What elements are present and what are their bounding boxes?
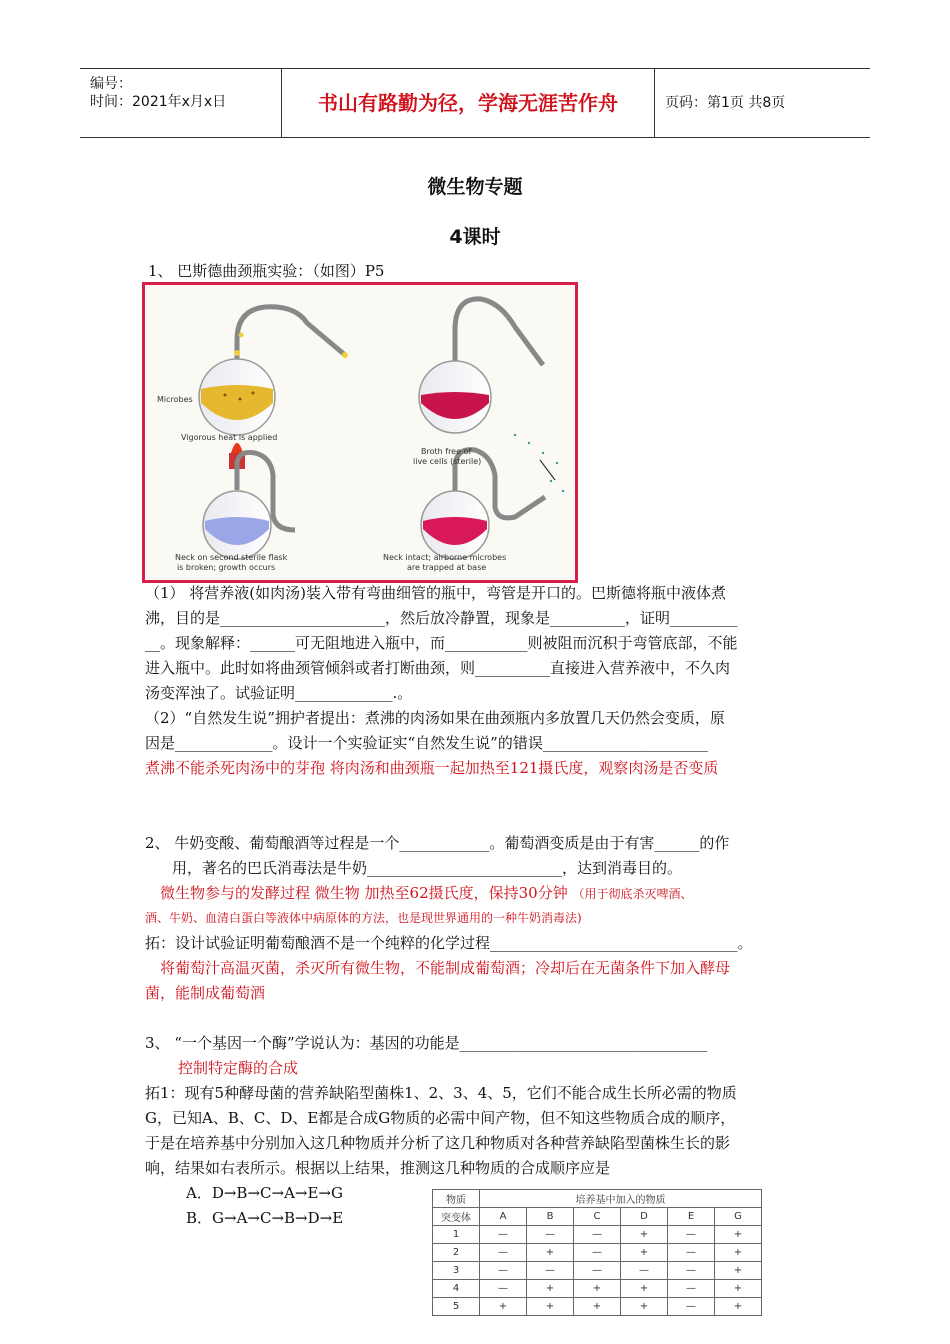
table-cell: + (527, 1298, 574, 1316)
table-cell: — (668, 1244, 715, 1262)
table-cell: — (480, 1244, 527, 1262)
label-neck-intact: Neck intact; airborne microbes (383, 553, 507, 562)
doc-number-label: 编号： (90, 76, 132, 92)
q3-line1: 3、 “一个基因一个酶”学说认为：基因的功能是_________________________________ (145, 1034, 708, 1052)
q2-line2: 用，著名的巴氏消毒法是牛奶__________________________，达到消毒目的。 (172, 859, 683, 877)
q3-ext-line4: 响，结果如右表所示。根据以上结果，推测这几种物质的合成顺序应是 (145, 1159, 611, 1177)
col-d: D (621, 1208, 668, 1226)
label-neck-broken: Neck on second sterile flask (175, 553, 288, 562)
table-cell: — (668, 1262, 715, 1280)
table-row (433, 1262, 762, 1280)
header-meta (80, 69, 280, 137)
col-c: C (574, 1208, 621, 1226)
row-id: 5 (433, 1298, 480, 1316)
page-header (80, 68, 870, 138)
q1-p1-line3: __。现象解释：______可无阻地进入瓶中，而___________则被阻而沉积于弯管底部，不能 (145, 634, 738, 652)
table-cell: + (621, 1280, 668, 1298)
table-cell: + (715, 1298, 762, 1316)
table-row (433, 1298, 762, 1316)
q1-p1-line4: 进入瓶中。此时如将曲颈管倾斜或者打断曲颈，则__________直接进入营养液中，不久肉 (145, 659, 731, 677)
table-cell: + (621, 1244, 668, 1262)
q1-answer: 煮沸不能杀死肉汤中的芽孢 将肉汤和曲颈瓶一起加热至121摄氏度，观察肉汤是否变质 (145, 759, 719, 777)
table-cell: — (668, 1298, 715, 1316)
row-id: 3 (433, 1262, 480, 1280)
doc-subtitle: 4课时 (449, 226, 501, 248)
page-counter: 页码：第1页 共8页 (665, 95, 786, 111)
q1-heading: 1、 巴斯德曲颈瓶实验：（如图）P5 (148, 262, 385, 280)
q1-p2-line1: （2）“自然发生说”拥护者提出：煮沸的肉汤如果在曲颈瓶内多放置几天仍然会变质，原 (145, 709, 725, 727)
table-cell: + (527, 1280, 574, 1298)
q2-line1: 2、 牛奶变酸、葡萄酿酒等过程是一个____________。葡萄酒变质是由于有害______的作 (145, 834, 730, 852)
table-cell: + (715, 1244, 762, 1262)
table-cell: — (527, 1262, 574, 1280)
table-cell: — (480, 1280, 527, 1298)
table-cell: — (527, 1226, 574, 1244)
label-broth: Broth free of (421, 447, 472, 456)
q2-answer-1 (160, 881, 693, 907)
table-corner-top: 物质 (433, 1190, 480, 1208)
q3-ext-line1: 拓1：现有5种酵母菌的营养缺陷型菌株1、2、3、4、5，它们不能合成生长所必需的物质 (145, 1084, 737, 1102)
row-id: 1 (433, 1226, 480, 1244)
table-cell: — (574, 1226, 621, 1244)
table-cell: — (480, 1262, 527, 1280)
q1-p1-line1: （1） 将营养液(如肉汤)装入带有弯曲细管的瓶中，弯管是开口的。巴斯德将瓶中液体煮 (145, 584, 727, 602)
table-cell: + (621, 1226, 668, 1244)
q3-option-b: B．G→A→C→B→D→E (186, 1209, 344, 1227)
row-id: 4 (433, 1280, 480, 1298)
q3-ext-line3: 于是在培养基中分别加入这几种物质并分析了这几种物质对各种营养缺陷型菌株生长的影 (145, 1134, 731, 1152)
table-cell: + (527, 1244, 574, 1262)
table-cell: + (715, 1262, 762, 1280)
q1-p1-line2: 沸，目的是______________________，然后放冷静置，现象是__________，证明_________ (145, 609, 738, 627)
doc-title: 微生物专题 (427, 176, 523, 198)
table-cell: + (715, 1226, 762, 1244)
table-row (433, 1280, 762, 1298)
table-cell: — (668, 1280, 715, 1298)
q2-extension: 拓：设计试验证明葡萄酿酒不是一个纯粹的化学过程_________________________________。 (145, 934, 753, 952)
doc-date: 时间：2021年x月x日 (90, 94, 227, 110)
label-neck-broken-2: is broken; growth occurs (177, 563, 276, 572)
table-row (433, 1244, 762, 1262)
label-neck-intact-2: are trapped at base (407, 563, 487, 572)
table-cell: + (480, 1298, 527, 1316)
label-broth-2: live cells (sterile) (413, 457, 482, 466)
table-cell: + (621, 1298, 668, 1316)
q2-answer-note: （用于彻底杀灭啤酒、 (572, 887, 693, 901)
table-corner-bottom: 突变体 (433, 1208, 480, 1226)
table-header-row (433, 1190, 762, 1208)
q3-ext-line2: G，已知A、B、C、D、E都是合成G物质的必需中间产物，但不知这些物质合成的顺序， (145, 1109, 736, 1127)
table-cell: — (621, 1262, 668, 1280)
q2-extension-answer-1: 将葡萄汁高温灭菌，杀灭所有微生物，不能制成葡萄酒；冷却后在无菌条件下加入酵母 (160, 959, 731, 977)
col-g: G (715, 1208, 762, 1226)
pasteur-flask-figure (142, 282, 578, 583)
table-cell: + (574, 1298, 621, 1316)
flask-sterile (419, 299, 543, 433)
flask-boiling (199, 307, 348, 469)
table-cell: — (574, 1262, 621, 1280)
table-cell: + (574, 1280, 621, 1298)
table-group-header: 培养基中加入的物质 (480, 1190, 762, 1208)
flask-broken-neck (203, 452, 295, 559)
q2-answer-main: 微生物参与的发酵过程 微生物 加热至62摄氏度，保持30分钟 (160, 884, 568, 902)
mutant-growth-table (432, 1189, 762, 1316)
table-row (433, 1226, 762, 1244)
header-motto: 书山有路勤为径，学海无涯苦作舟 (281, 69, 655, 137)
table-cell: — (480, 1226, 527, 1244)
table-cell: + (715, 1280, 762, 1298)
q1-p2-line2: 因是_____________。设计一个实验证实“自然发生说”的错误______________________ (145, 734, 708, 752)
col-e: E (668, 1208, 715, 1226)
q1-p1-line5: 汤变浑浊了。试验证明_____________.。 (145, 684, 413, 702)
label-heat: Vigorous heat is applied (181, 433, 278, 442)
col-a: A (480, 1208, 527, 1226)
q2-extension-answer-2: 菌，能制成葡萄酒 (145, 984, 266, 1002)
q2-answer-2: 酒、牛奶、血清白蛋白等液体中病原体的方法，也是现世界通用的一种牛奶消毒法) (145, 911, 582, 925)
q3-answer: 控制特定酶的合成 (178, 1059, 299, 1077)
table-cell: — (574, 1244, 621, 1262)
col-b: B (527, 1208, 574, 1226)
row-id: 2 (433, 1244, 480, 1262)
q3-option-a: A．D→B→C→A→E→G (186, 1184, 343, 1202)
table-column-row (433, 1208, 762, 1226)
label-microbes: Microbes (157, 395, 193, 404)
table-cell: — (668, 1226, 715, 1244)
